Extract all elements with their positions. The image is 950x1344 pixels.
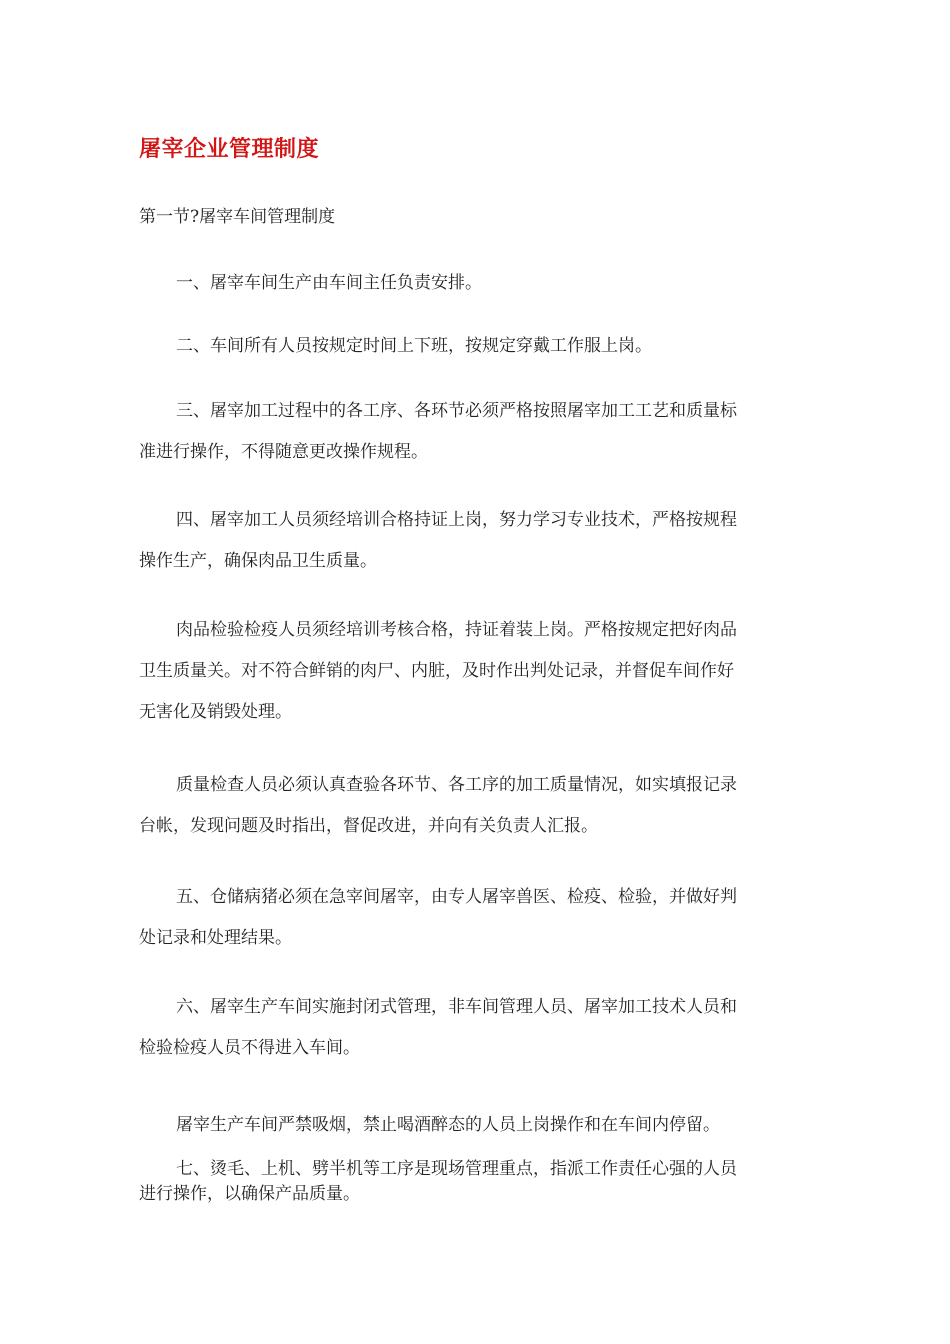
paragraph-line: 无害化及销毁处理。 — [139, 702, 292, 722]
paragraph-7 — [139, 877, 819, 959]
paragraph-2 — [139, 326, 819, 367]
paragraph-line: 屠宰生产车间严禁吸烟，禁止喝酒醉态的人员上岗操作和在车间内停留。 — [176, 1115, 720, 1135]
paragraph-line: 质量检查人员必须认真查验各环节、各工序的加工质量情况，如实填报记录 — [176, 775, 737, 795]
paragraph-5 — [139, 610, 819, 733]
paragraph-1 — [139, 263, 819, 304]
paragraph-line: 肉品检验检疫人员须经培训考核合格，持证着装上岗。严格按规定把好肉品 — [176, 620, 737, 640]
paragraph-line: 处记录和处理结果。 — [139, 928, 292, 948]
paragraph-line: 六、屠宰生产车间实施封闭式管理，非车间管理人员、屠宰加工技术人员和 — [176, 997, 737, 1017]
paragraph-line: 检验检疫人员不得进入车间。 — [139, 1038, 360, 1058]
paragraph-line: 进行操作，以确保产品质量。 — [139, 1184, 360, 1204]
paragraph-line: 四、屠宰加工人员须经培训合格持证上岗，努力学习专业技术，严格按规程 — [176, 510, 737, 530]
paragraph-line: 准进行操作，不得随意更改操作规程。 — [139, 442, 428, 462]
paragraph-9 — [139, 1105, 819, 1146]
paragraph-10 — [139, 1157, 819, 1207]
paragraph-8 — [139, 987, 819, 1069]
paragraph-6 — [139, 765, 819, 847]
paragraph-line: 三、屠宰加工过程中的各工序、各环节必须严格按照屠宰加工工艺和质量标 — [176, 401, 737, 421]
paragraph-line: 一、屠宰车间生产由车间主任负责安排。 — [176, 273, 482, 293]
paragraph-line: 五、仓储病猪必须在急宰间屠宰，由专人屠宰兽医、检疫、检验，并做好判 — [176, 887, 737, 907]
paragraph-line: 操作生产，确保肉品卫生质量。 — [139, 551, 377, 571]
section-heading: 第一节?屠宰车间管理制度 — [139, 207, 336, 227]
paragraph-line: 二、车间所有人员按规定时间上下班，按规定穿戴工作服上岗。 — [176, 336, 652, 356]
paragraph-line: 台帐，发现问题及时指出，督促改进，并向有关负责人汇报。 — [139, 816, 598, 836]
document-title: 屠宰企业管理制度 — [139, 137, 320, 162]
paragraph-line: 卫生质量关。对不符合鲜销的肉尸、内脏，及时作出判处记录，并督促车间作好 — [139, 661, 734, 681]
paragraph-3 — [139, 391, 819, 473]
paragraph-line: 七、烫毛、上机、劈半机等工序是现场管理重点，指派工作责任心强的人员 — [176, 1159, 737, 1179]
paragraph-4 — [139, 500, 819, 582]
